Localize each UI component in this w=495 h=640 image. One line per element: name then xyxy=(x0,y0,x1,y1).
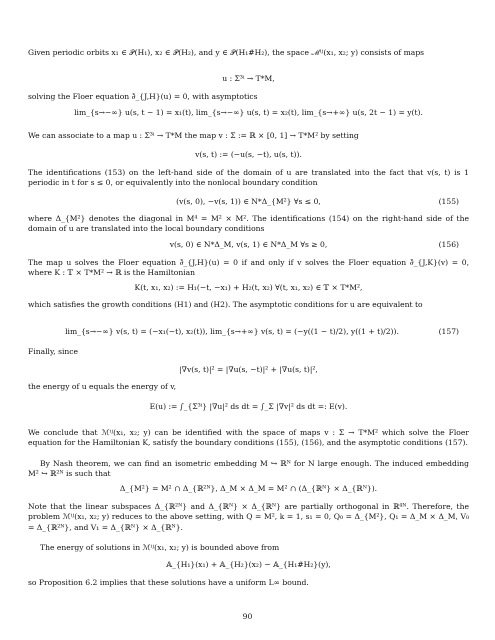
paragraph-energy-bound: The energy of solutions in ℳⁱʲ(x₁, x₂; y) is bounded above from xyxy=(40,543,280,552)
equation-asymptotics-u: lim_{s→−∞} u(s, t − 1) = x₁(t), lim_{s→−∞} u(s, t) = x₂(t), lim_{s→+∞} u(s, 2t − 1) = y(t). xyxy=(74,108,423,117)
paragraph-floer: solving the Floer equation ∂̄_{J,H}(u) = 0, with asymptotics xyxy=(28,92,258,101)
equation-map-u: u : Σ³ⁱ → T*M, xyxy=(222,74,275,83)
paragraph-diagonal: where Δ_{M²} denotes the diagonal in M⁴ = M² × M². The identifications (154) on the right-hand side of the domain of u are translated into the local boundary conditions xyxy=(28,214,469,234)
equation-156: v(s, 0) ∈ N*Δ_M, v(s, 1) ∈ N*Δ_M ∀s ≥ 0, xyxy=(169,240,328,249)
equation-hamiltonian-k: K(t, x₁, x₂) := H₁(−t, −x₁) + H₂(t, x₂) ∀(t, x₁, x₂) ∈ 𝕋 × T*M², xyxy=(134,283,363,292)
paragraph-nash: By Nash theorem, we can find an isometric embedding M ↪ ℝᴺ for N large enough. The induced embedding M² ↪ ℝ²ᴺ is such that xyxy=(28,459,469,479)
paragraph-finally: Finally, since xyxy=(28,347,79,356)
paragraph-identifications-left: The identifications (153) on the left-hand side of the domain of u are translated into the fact that v(s, t) is 1 periodic in t for s ≤ 0, or equivalently into the nonlocal boundary condition xyxy=(28,168,469,188)
paragraph-growth: which satisfies the growth conditions (H1) and (H2). The asymptotic conditions for u are equivalent to xyxy=(28,300,423,309)
equation-action-bound: 𝔸_{H₁}(x₁) + 𝔸_{H₂}(x₂) − 𝔸_{H₁#H₂}(y), xyxy=(166,560,331,569)
equation-v-definition: v(s, t) := (−u(s, −t), u(s, t)). xyxy=(195,150,302,159)
equation-energy: E(u) := ∫_{Σ³ⁱ} |∇u|² ds dt = ∫_Σ |∇v|² ds dt =: E(v). xyxy=(149,402,348,411)
equation-number-156: (156) xyxy=(438,240,459,249)
equation-155: (v(s, 0), −v(s, 1)) ∈ N*Δ_{M²} ∀s ≤ 0, xyxy=(176,197,321,206)
paragraph-intro: Given periodic orbits x₁ ∈ 𝒫(H₁), x₂ ∈ 𝒫(H₂), and y ∈ 𝒫(H₁#H₂), the space ℳⁱʲ(x₁, x₂; y) consists of maps xyxy=(28,48,425,57)
paragraph-associate: We can associate to a map u : Σ³ⁱ → T*M the map v : Σ := ℝ × [0, 1] → T*M² by setting xyxy=(28,131,359,140)
page-number: 90 xyxy=(242,612,253,621)
paragraph-equivalence: The map u solves the Floer equation ∂̄_{J,H}(u) = 0 if and only if v solves the Floer equation ∂̄_{J,K}(v) = 0, where K : 𝕋 × T*M² → ℝ is the Hamiltonian xyxy=(28,258,469,278)
equation-number-155: (155) xyxy=(438,197,459,206)
paragraph-proposition: so Proposition 6.2 implies that these solutions have a uniform L∞ bound. xyxy=(28,578,309,587)
paragraph-orthogonal: Note that the linear subspaces Δ_{ℝ²ᴺ} and Δ_{ℝᴺ} × Δ_{ℝᴺ} are partially orthogonal in ℝ⁴ᴺ. Therefore, the problem ℳⁱʲ(x₁, x₂; y) reduces to the above setting, with Q = M², k = 1, s₁ = 0, Q₀ = Δ_{M²}, Q₁ = Δ_M × Δ_M, V₀ = Δ_{ℝ²ᴺ}, and V₁ = Δ_{ℝᴺ} × Δ_{ℝᴺ}. xyxy=(28,502,469,532)
paragraph-conclude: We conclude that ℳⁱʲ(x₁, x₂; y) can be identified with the space of maps v : Σ → T*M² which solve the Floer equation for the Hamiltonian K, satisfy the boundary conditions (155), (156), and the asymptotic conditions (157). xyxy=(28,428,469,448)
equation-157: lim_{s→−∞} v(s, t) = (−x₁(−t), x₂(t)), lim_{s→+∞} v(s, t) = (−y((1 − t)/2), y((1 + t)/2)). xyxy=(65,327,399,336)
paragraph-energy: the energy of u equals the energy of v, xyxy=(28,382,177,391)
equation-gradient: |∇v(s, t)|² = |∇u(s, −t)|² + |∇u(s, t)|², xyxy=(179,365,318,374)
equation-diagonals: Δ_{M²} = M² ∩ Δ_{ℝ²ᴺ}, Δ_M × Δ_M = M² ∩ (Δ_{ℝᴺ} × Δ_{ℝᴺ}). xyxy=(119,484,378,493)
equation-number-157: (157) xyxy=(438,327,459,336)
